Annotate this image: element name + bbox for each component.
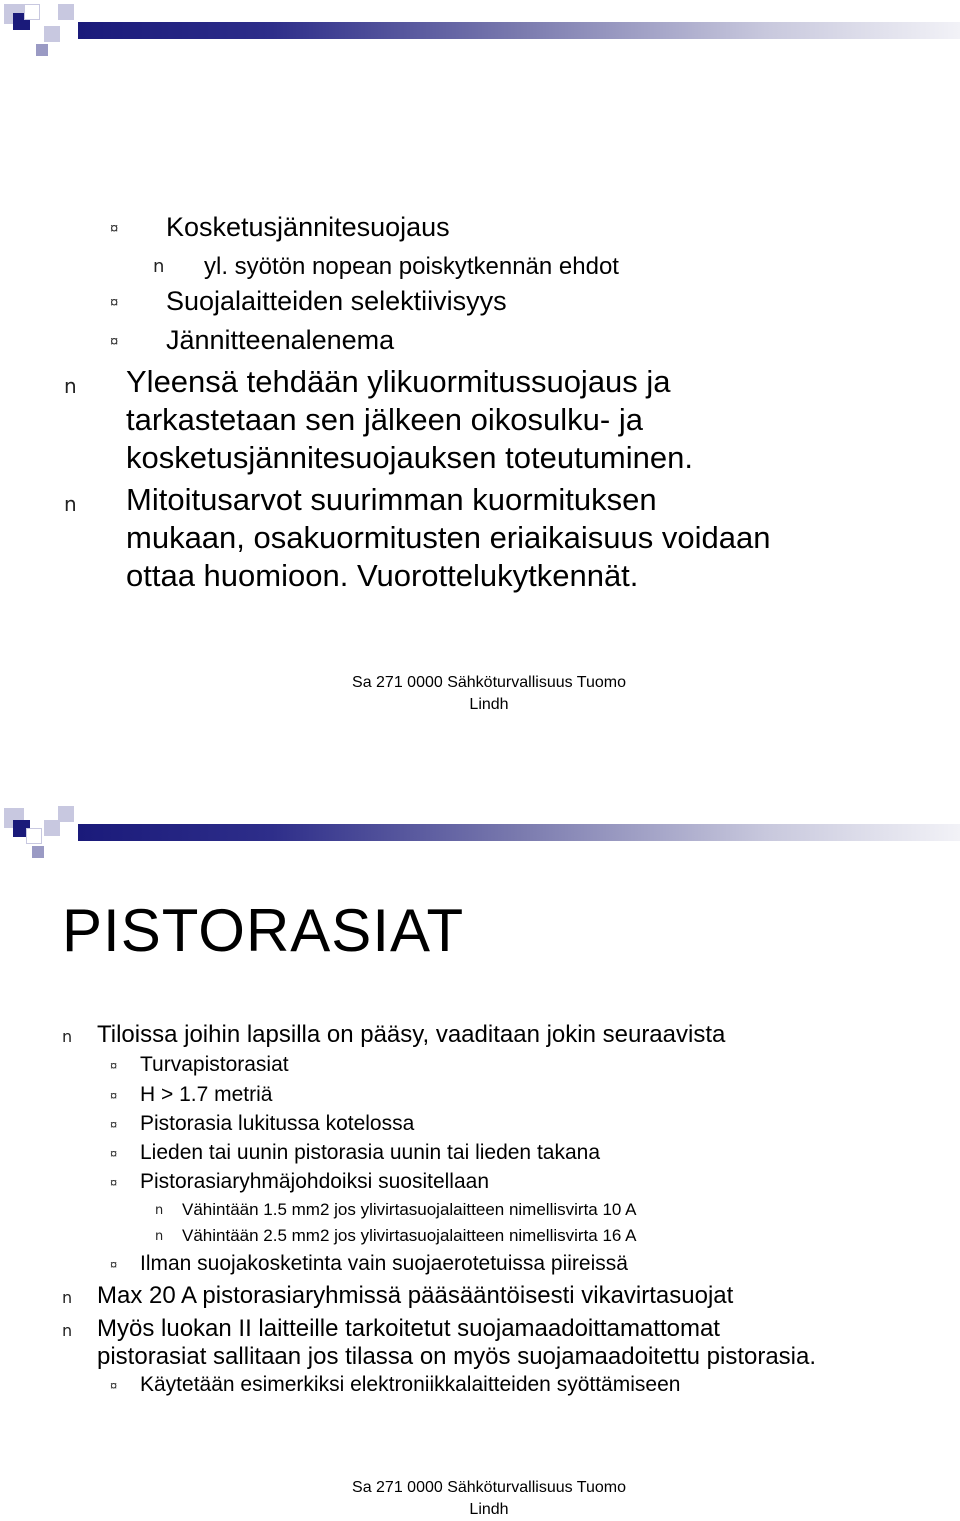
- bullet-icon: n: [155, 1203, 164, 1218]
- bullet-icon: ¤: [110, 1175, 118, 1190]
- decor-square: [58, 806, 74, 822]
- item-text-line: Myös luokan II laitteille tarkoitetut suojamaadoittamattomat: [97, 1315, 720, 1342]
- decor-square: [44, 26, 60, 42]
- item-text: Turvapistorasiat: [140, 1053, 289, 1076]
- item-text: Käytetään esimerkiksi elektroniikkalaitteiden syöttämiseen: [140, 1373, 681, 1396]
- bullet-icon: ¤: [110, 1058, 118, 1073]
- item-text: Kosketusjännitesuojaus: [166, 212, 450, 242]
- item-text: Jännitteenalenema: [166, 325, 395, 355]
- item-text: Lieden tai uunin pistorasia uunin tai lieden takana: [140, 1141, 601, 1164]
- footer-line: Lindh: [469, 1501, 509, 1518]
- item-text: Tiloissa joihin lapsilla on pääsy, vaaditaan jokin seuraavista: [97, 1021, 726, 1048]
- bullet-icon: n: [153, 256, 165, 277]
- bullet-icon: n: [155, 1229, 164, 1244]
- decor-square: [26, 828, 42, 844]
- item-text: Max 20 A pistorasiaryhmissä pääsääntöisesti vikavirtasuojat: [97, 1282, 734, 1309]
- slide-footer: [0, 1477, 960, 1521]
- header-gradient-bar: [78, 824, 960, 841]
- slide-1: [0, 0, 960, 760]
- bullet-icon: n: [62, 1288, 73, 1307]
- item-text: Vähintään 1.5 mm2 jos ylivirtasuojalaitteen nimellisvirta 10 A: [182, 1200, 637, 1219]
- footer-line: Sa 271 0000 Sähköturvallisuus Tuomo: [352, 1479, 626, 1496]
- item-text: yl. syötön nopean poiskytkennän ehdot: [204, 253, 619, 280]
- item-text: Pistorasiaryhmäjohdoiksi suositellaan: [140, 1170, 490, 1193]
- header-gradient-bar: [78, 22, 960, 39]
- footer-line: Lindh: [469, 696, 509, 713]
- footer-line: Sa 271 0000 Sähköturvallisuus Tuomo: [352, 674, 626, 691]
- item-text-line: Mitoitusarvot suurimman kuormituksen: [126, 482, 657, 517]
- bullet-icon: ¤: [110, 1117, 118, 1132]
- bullet-icon: ¤: [110, 1146, 118, 1161]
- item-text-line: pistorasiat sallitaan jos tilassa on myös suojamaadoitettu pistorasia.: [97, 1343, 817, 1370]
- bullet-icon: n: [62, 1027, 73, 1046]
- bullet-icon: n: [64, 374, 77, 398]
- item-text-line: mukaan, osakuormitusten eriaikaisuus voidaan: [126, 520, 771, 555]
- slide-header-decoration: [0, 800, 960, 860]
- item-text: Vähintään 2.5 mm2 jos ylivirtasuojalaitteen nimellisvirta 16 A: [182, 1226, 637, 1245]
- item-text-line: kosketusjännitesuojauksen toteutuminen.: [126, 440, 693, 475]
- item-text-line: tarkastetaan sen jälkeen oikosulku- ja: [126, 402, 643, 437]
- item-text: H > 1.7 metriä: [140, 1083, 273, 1106]
- slide-header-decoration: [0, 0, 960, 60]
- decor-square: [58, 4, 74, 20]
- bullet-icon: ¤: [110, 333, 119, 350]
- item-text: Pistorasia lukitussa kotelossa: [140, 1112, 415, 1135]
- decor-square: [32, 846, 44, 858]
- slide-title: PISTORASIAT: [62, 897, 465, 964]
- bullet-icon: n: [62, 1321, 73, 1340]
- bullet-icon: ¤: [110, 1088, 118, 1103]
- item-text-line: Yleensä tehdään ylikuormitussuojaus ja: [126, 364, 671, 399]
- decor-square: [24, 4, 40, 20]
- bullet-icon: ¤: [110, 1257, 118, 1272]
- item-text: Suojalaitteiden selektiivisyys: [166, 286, 507, 316]
- bullet-icon: ¤: [110, 1378, 118, 1393]
- slide-2: [0, 800, 960, 1518]
- slide-footer: [0, 672, 960, 716]
- decor-square: [36, 44, 48, 56]
- item-text: Ilman suojakosketinta vain suojaerotetuissa piireissä: [140, 1252, 628, 1275]
- decor-square: [44, 820, 60, 836]
- bullet-icon: ¤: [110, 294, 119, 311]
- item-text-line: ottaa huomioon. Vuorottelukytkennät.: [126, 558, 639, 593]
- bullet-icon: ¤: [110, 220, 119, 237]
- bullet-icon: n: [64, 492, 77, 516]
